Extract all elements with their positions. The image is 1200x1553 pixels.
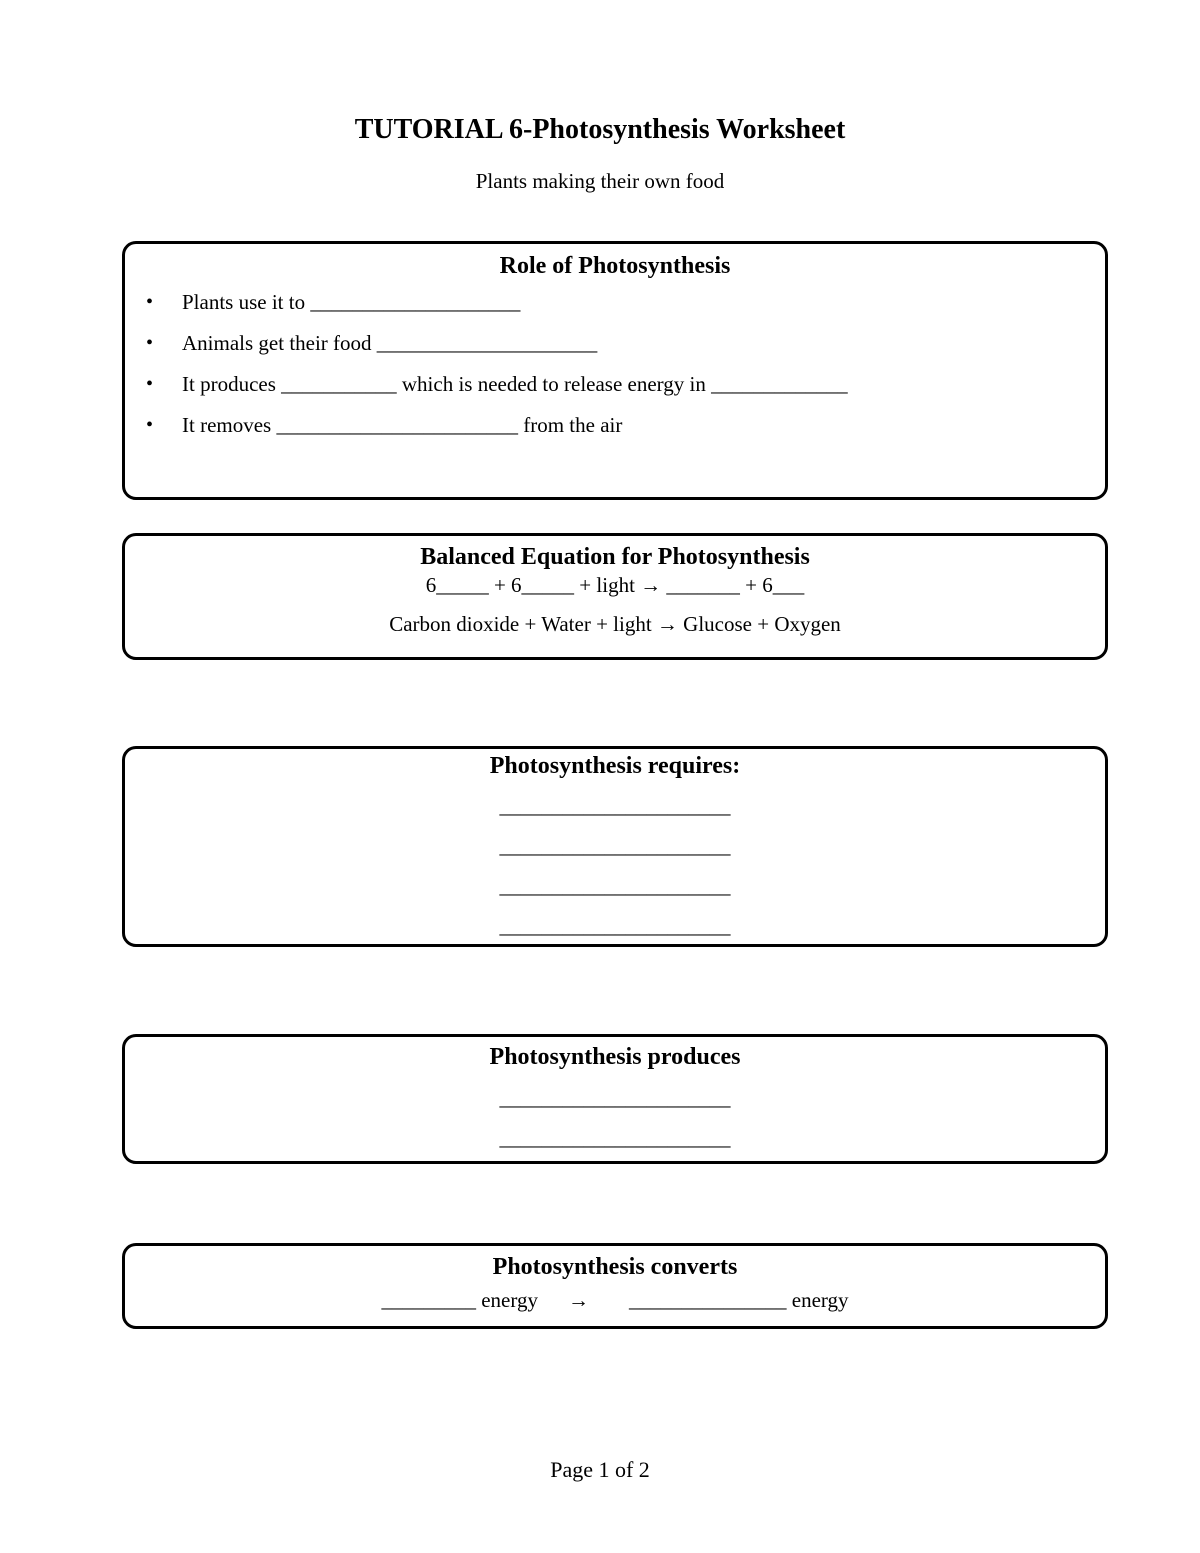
equation-box-title: Balanced Equation for Photosynthesis (420, 544, 810, 570)
requires-blank-list (125, 793, 1105, 953)
word-equation-line: Carbon dioxide + Water + light → Glucose + Oxygen (389, 612, 841, 636)
answer-blank-line: ______________________ (499, 794, 731, 818)
role-bullet-item: • It produces ___________ which is needed to release energy in _____________ (125, 371, 1105, 412)
output-energy-blank: _______________ energy (629, 1288, 849, 1312)
formula-equation-line: 6_____ + 6_____ + light → _______ + 6___ (425, 573, 805, 597)
photosynthesis-converts-box (122, 1243, 1108, 1329)
answer-blank-line: ______________________ (499, 874, 731, 898)
photosynthesis-requires-box (122, 746, 1108, 947)
answer-blank-line: ______________________ (499, 1126, 731, 1150)
produces-blank-list (125, 1085, 1105, 1165)
answer-blank-line: ______________________ (499, 914, 731, 938)
answer-blank-line: ______________________ (499, 1086, 731, 1110)
photosynthesis-produces-box (122, 1034, 1108, 1164)
role-bullet-item: • Plants use it to ____________________ (125, 289, 1105, 330)
worksheet-subtitle: Plants making their own food (475, 169, 725, 193)
input-energy-blank: _________ energy (381, 1288, 538, 1312)
role-bullet-item: • Animals get their food _____________________ (125, 330, 1105, 371)
answer-blank-line: ______________________ (499, 834, 731, 858)
converts-box-title: Photosynthesis converts (492, 1254, 738, 1280)
worksheet-title: TUTORIAL 6-Photosynthesis Worksheet (354, 114, 846, 145)
produces-box-title: Photosynthesis produces (489, 1044, 741, 1070)
requires-box-title: Photosynthesis requires: (489, 753, 741, 779)
page-number: Page 1 of 2 (550, 1457, 650, 1482)
balanced-equation-box (122, 533, 1108, 660)
role-bullet-list (125, 289, 1105, 453)
role-of-photosynthesis-box (122, 241, 1108, 500)
right-arrow-icon: → (568, 1288, 589, 1312)
role-box-title: Role of Photosynthesis (499, 253, 731, 279)
role-bullet-item: • It removes _______________________ from the air (125, 412, 1105, 453)
energy-conversion-line (125, 1287, 1105, 1313)
